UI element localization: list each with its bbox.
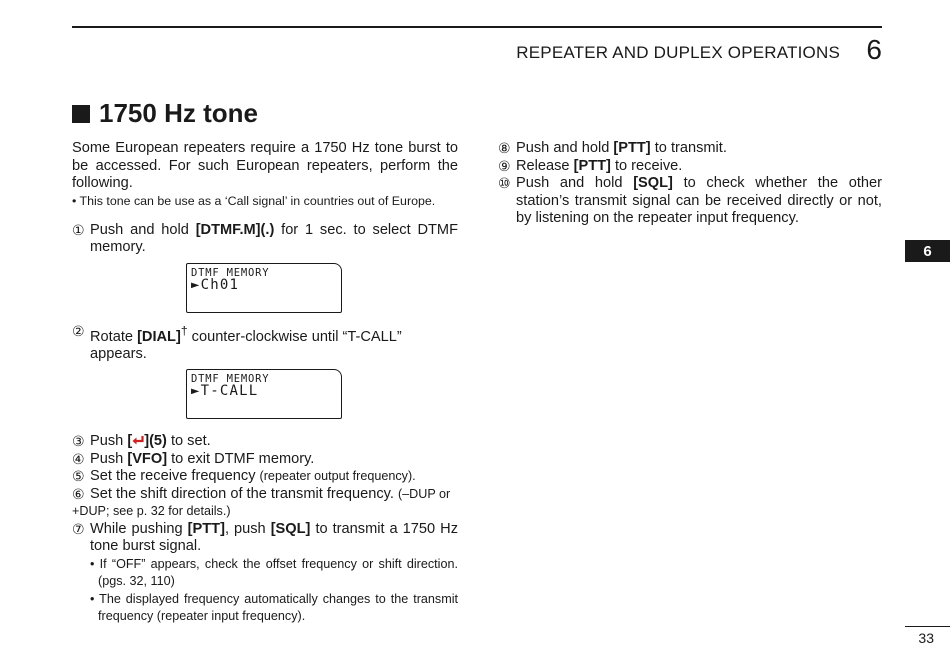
step-text: to exit DTMF memory. [167,450,315,467]
lcd-display-2 [186,369,342,419]
section-heading [72,98,258,129]
key-label: [SQL] [270,520,311,537]
chapter-title: REPEATER AND DUPLEX OPERATIONS [516,43,840,62]
step-number: ⑦ [72,520,85,537]
step-text: Release [516,157,574,174]
left-column [72,140,458,626]
step-number: ⑥ [72,485,85,502]
key-label: [PTT] [613,140,651,156]
step-note: (–DUP or +DUP; see p. 32 for details.) [72,486,451,519]
step-8 [498,140,882,158]
step-1 [72,222,458,257]
header-rule [72,26,882,28]
step-5 [72,468,458,486]
key-label: [VFO] [127,450,168,467]
step-text: Set the shift direction of the transmit frequency. [90,485,398,502]
key-label-open: [ [127,433,133,450]
lcd-main-line: ►T-CALL [191,383,259,400]
step-number: ⑧ [498,140,511,156]
step-number: ② [72,322,85,339]
section-title: 1750 Hz tone [99,98,258,128]
step-text: Push [90,433,128,450]
page-number: 33 [918,630,934,646]
step-text: Rotate [90,328,138,345]
step-text: to set. [166,433,211,450]
step-text: to transmit. [650,140,727,156]
key-label: [DIAL] [137,328,181,345]
step-text: Push and hold [90,221,196,238]
step-number: ⑤ [72,468,85,485]
step-text: to check whether the other station’s transmit signal can be received directly or not, by listening on the repeater input frequency. [516,175,882,226]
enter-arrow-icon [132,435,144,446]
step-2 [72,323,458,364]
step-number: ① [72,221,85,238]
key-label: [PTT] [187,520,225,537]
step-number: ⑨ [498,157,511,174]
key-label: [SQL] [633,175,673,191]
step-9 [498,158,882,176]
step-text: for 1 sec. to select DTMF memory. [90,221,458,255]
step-number: ③ [72,433,85,450]
lcd-display-1 [186,263,342,313]
intro-text: Some European repeaters require a 1750 Hz tone burst to be accessed. For such European repeaters, perform the following. [72,140,458,191]
step-3 [72,433,458,451]
step-text: Push [90,450,128,467]
step-text: , push [224,520,271,537]
step-7-bullet: • If “OFF” appears, check the offset frequency or shift direction. (pgs. 32, 110) [90,556,458,589]
key-label: [PTT] [573,157,611,174]
step-4 [72,451,458,469]
key-label-close: ](5) [144,433,167,450]
step-6 [72,486,458,521]
lcd-top-line: DTMF MEMORY [191,373,270,386]
step-text: Push and hold [516,175,634,191]
step-7-bullet: • The displayed frequency automatically changes to the transmit frequency (repeater input frequency). [90,591,458,624]
step-text: Push and hold [516,140,614,156]
chapter-number: 6 [866,34,882,65]
step-10 [498,175,882,228]
step-number: ④ [72,450,85,467]
page-number-rule [905,626,950,627]
step-number: ⑩ [498,175,511,191]
intro-note: • This tone can be use as a ‘Call signal’ in countries out of Europe. [72,193,436,208]
dagger-mark: † [180,323,188,338]
step-text: While pushing [90,520,188,537]
step-text: to receive. [610,157,683,174]
key-label: [DTMF.M](.) [195,221,275,238]
lcd-top-line: DTMF MEMORY [191,266,270,279]
lcd-main-line: ►Ch01 [191,276,240,293]
right-column [498,140,882,228]
chapter-side-tab: 6 [905,240,950,262]
step-text: counter-clockwise until “T-CALL” appears. [90,328,402,362]
step-7 [72,521,458,556]
step-text: Set the receive frequency [90,468,260,485]
black-square-icon [72,105,90,123]
step-note: (repeater output frequency). [259,469,416,484]
step-text: to transmit a 1750 Hz tone burst signal. [90,520,458,555]
